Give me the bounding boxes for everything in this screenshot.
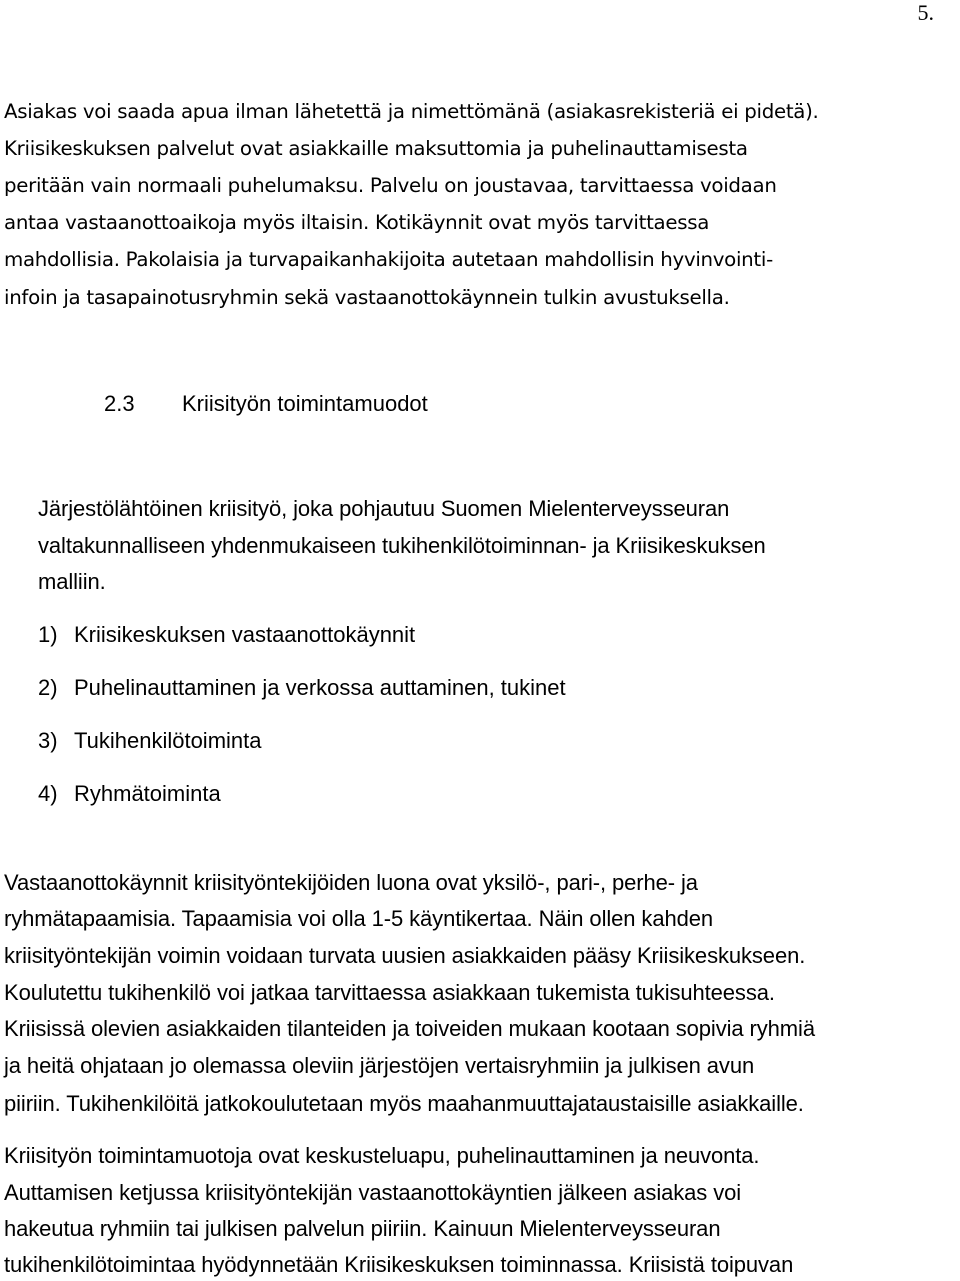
list-marker: 2)	[38, 675, 58, 700]
model-line: Järjestölähtöinen kriisityö, joka pohjautuu Suomen Mielenterveysseuran	[38, 496, 730, 521]
model-line: valtakunnalliseen yhdenmukaiseen tukihenkilötoiminnan- ja Kriisikeskuksen	[38, 533, 766, 558]
intro-line: infoin ja tasapainotusryhmin sekä vastaanottokäynnein tulkin avustuksella.	[4, 286, 730, 309]
visits-line: Vastaanottokäynnit kriisityöntekijöiden luona ovat yksilö-, pari-, perhe- ja	[4, 870, 698, 895]
forms-line: tukihenkilötoimintaa hyödynnetään Kriisikeskuksen toiminnassa. Kriisistä toipuvan	[4, 1252, 794, 1277]
intro-line: Asiakas voi saada apua ilman lähetettä ja nimettömänä (asiakasrekisteriä ei pidetä).	[4, 100, 819, 123]
list-item	[38, 781, 221, 807]
page-number: 5.	[917, 0, 934, 25]
visits-line: kriisityöntekijän voimin voidaan turvata uusien asiakkaiden pääsy Kriisikeskukseen.	[4, 943, 806, 968]
section-title: Kriisityön toimintamuodot	[182, 391, 428, 416]
list-text: Tukihenkilötoiminta	[74, 728, 262, 753]
visits-line: ryhmätapaamisia. Tapaamisia voi olla 1-5 käyntikertaa. Näin ollen kahden	[4, 906, 714, 931]
list-text: Puhelinauttaminen ja verkossa auttaminen, tukinet	[74, 675, 566, 700]
visits-line: piiriin. Tukihenkilöitä jatkokoulutetaan myös maahanmuuttajataustaisille asiakkaille.	[4, 1091, 804, 1116]
section-heading	[104, 391, 428, 417]
intro-line: antaa vastaanottoaikoja myös iltaisin. Kotikäynnit ovat myös tarvittaessa	[4, 211, 710, 234]
forms-line: Auttamisen ketjussa kriisityöntekijän vastaanottokäyntien jälkeen asiakas voi	[4, 1180, 742, 1205]
visits-line: Kriisissä olevien asiakkaiden tilanteiden ja toiveiden mukaan kootaan sopivia ryhmiä	[4, 1016, 815, 1041]
list-marker: 1)	[38, 622, 58, 647]
section-number: 2.3	[104, 391, 135, 416]
intro-line: mahdollisia. Pakolaisia ja turvapaikanhakijoita autetaan mahdollisin hyvinvointi-	[4, 248, 773, 271]
list-item	[38, 728, 262, 754]
forms-line: Kriisityön toimintamuotoja ovat keskusteluapu, puhelinauttaminen ja neuvonta.	[4, 1143, 760, 1168]
intro-line: Kriisikeskuksen palvelut ovat asiakkaille maksuttomia ja puhelinauttamisesta	[4, 137, 748, 160]
list-marker: 4)	[38, 781, 58, 806]
model-line: malliin.	[38, 569, 106, 594]
list-marker: 3)	[38, 728, 58, 753]
visits-line: Koulutettu tukihenkilö voi jatkaa tarvittaessa asiakkaan tukemista tukisuhteessa.	[4, 980, 775, 1005]
list-text: Kriisikeskuksen vastaanottokäynnit	[74, 622, 416, 647]
list-item	[38, 675, 566, 701]
list-item	[38, 622, 415, 648]
intro-line: peritään vain normaali puhelumaksu. Palvelu on joustavaa, tarvittaessa voidaan	[4, 174, 777, 197]
list-text: Ryhmätoiminta	[74, 781, 221, 806]
forms-line: hakeutua ryhmiin tai julkisen palvelun piiriin. Kainuun Mielenterveysseuran	[4, 1216, 721, 1241]
visits-line: ja heitä ohjataan jo olemassa oleviin järjestöjen vertaisryhmiin ja julkisen avun	[4, 1053, 755, 1078]
